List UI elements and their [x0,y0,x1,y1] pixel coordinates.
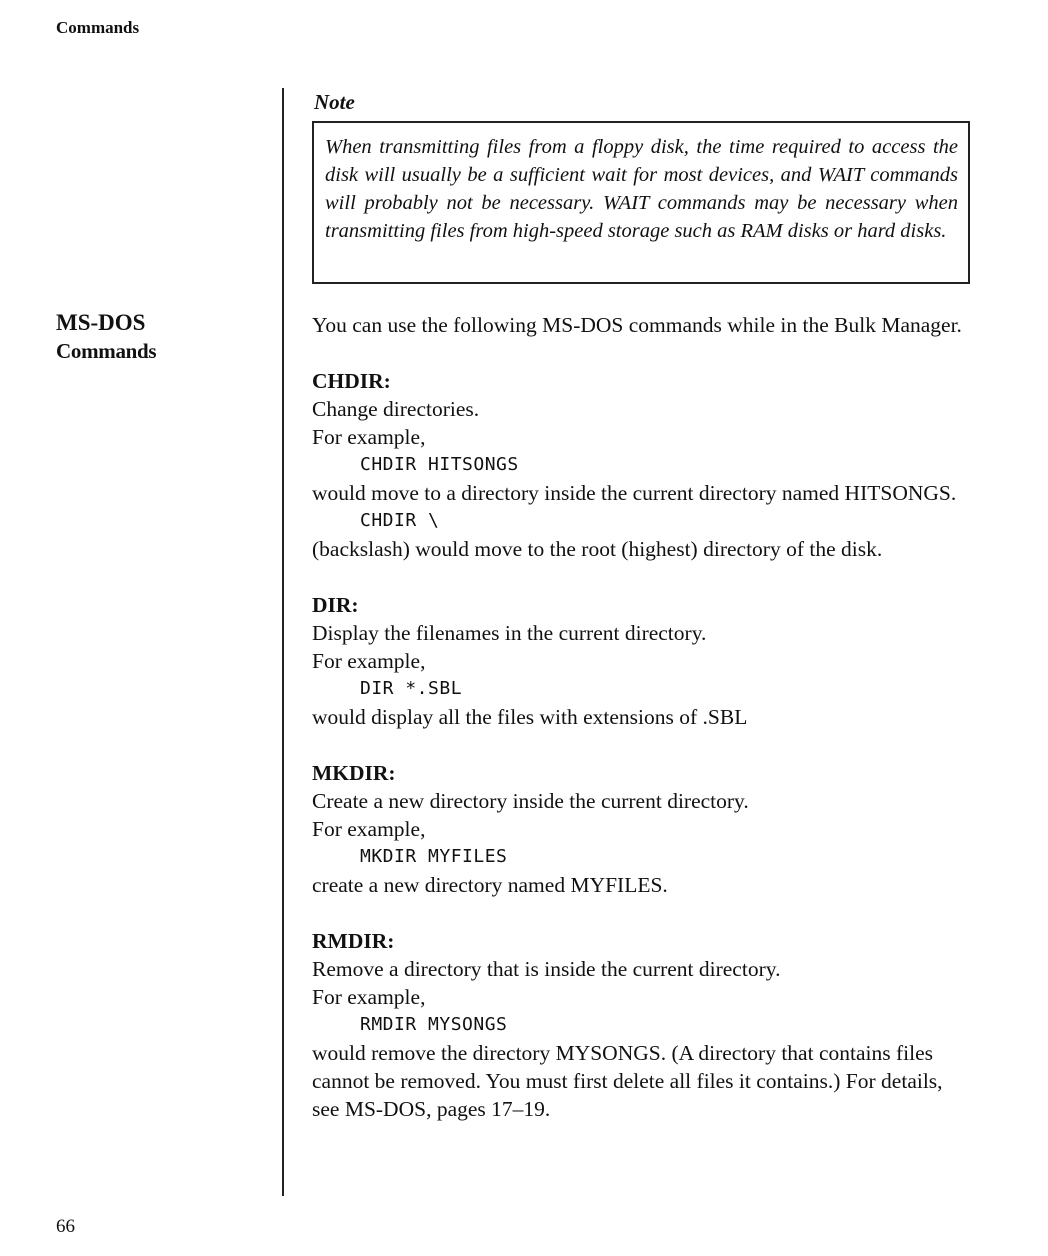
mkdir-description: Create a new directory inside the current directory. [312,789,749,813]
rmdir-example-text: would remove the directory MYSONGS. (A directory that contains files cannot be removed. You must first delete all files it contains.) For details, see MS-DOS, pages 17–19. [312,1041,943,1121]
chdir-example2-text: (backslash) would move to the root (highest) directory of the disk. [312,537,883,561]
dir-example-text: would display all the files with extensions of .SBL [312,705,748,729]
chdir-description: Change directories. [312,397,480,421]
side-heading-line1: MS-DOS [56,310,146,335]
chdir-section [312,367,966,563]
dir-description: Display the filenames in the current directory. [312,621,707,645]
rmdir-section [312,927,966,1123]
chdir-example2-code: CHDIR \ [360,510,440,531]
page-number: 66 [56,1216,75,1237]
note-box [312,121,970,284]
chdir-heading: CHDIR: [312,369,391,393]
mkdir-heading: MKDIR: [312,761,396,785]
rmdir-description: Remove a directory that is inside the current directory. [312,957,781,981]
main-content [312,311,966,1151]
margin-rule [282,88,284,1196]
dir-section [312,591,966,731]
chdir-example-label: For example, [312,425,426,449]
rmdir-heading: RMDIR: [312,929,395,953]
mkdir-example-label: For example, [312,817,426,841]
rmdir-example-code: RMDIR MYSONGS [360,1014,508,1035]
rmdir-example-label: For example, [312,985,426,1009]
side-heading-line2: Commands [56,339,157,363]
mkdir-section [312,759,966,899]
dir-example-label: For example, [312,649,426,673]
chdir-example1-code: CHDIR HITSONGS [360,454,519,475]
side-heading [56,308,156,366]
mkdir-example-code: MKDIR MYFILES [360,846,508,867]
note-label: Note [314,90,355,114]
intro-paragraph: You can use the following MS-DOS commands while in the Bulk Manager. [312,313,962,337]
dir-heading: DIR: [312,593,359,617]
running-head: Commands [56,18,140,37]
mkdir-example-text: create a new directory named MYFILES. [312,873,668,897]
dir-example-code: DIR *.SBL [360,678,463,699]
chdir-example1-text: would move to a directory inside the current directory named HITSONGS. [312,481,957,505]
note-text: When transmitting files from a floppy disk, the time required to access the disk will usually be a sufficient wait for most devices, and WAIT commands will probably not be necessary. WAIT commands may be necessary when transmitting files from high-speed storage such as RAM disks or hard disks. [325,136,958,242]
